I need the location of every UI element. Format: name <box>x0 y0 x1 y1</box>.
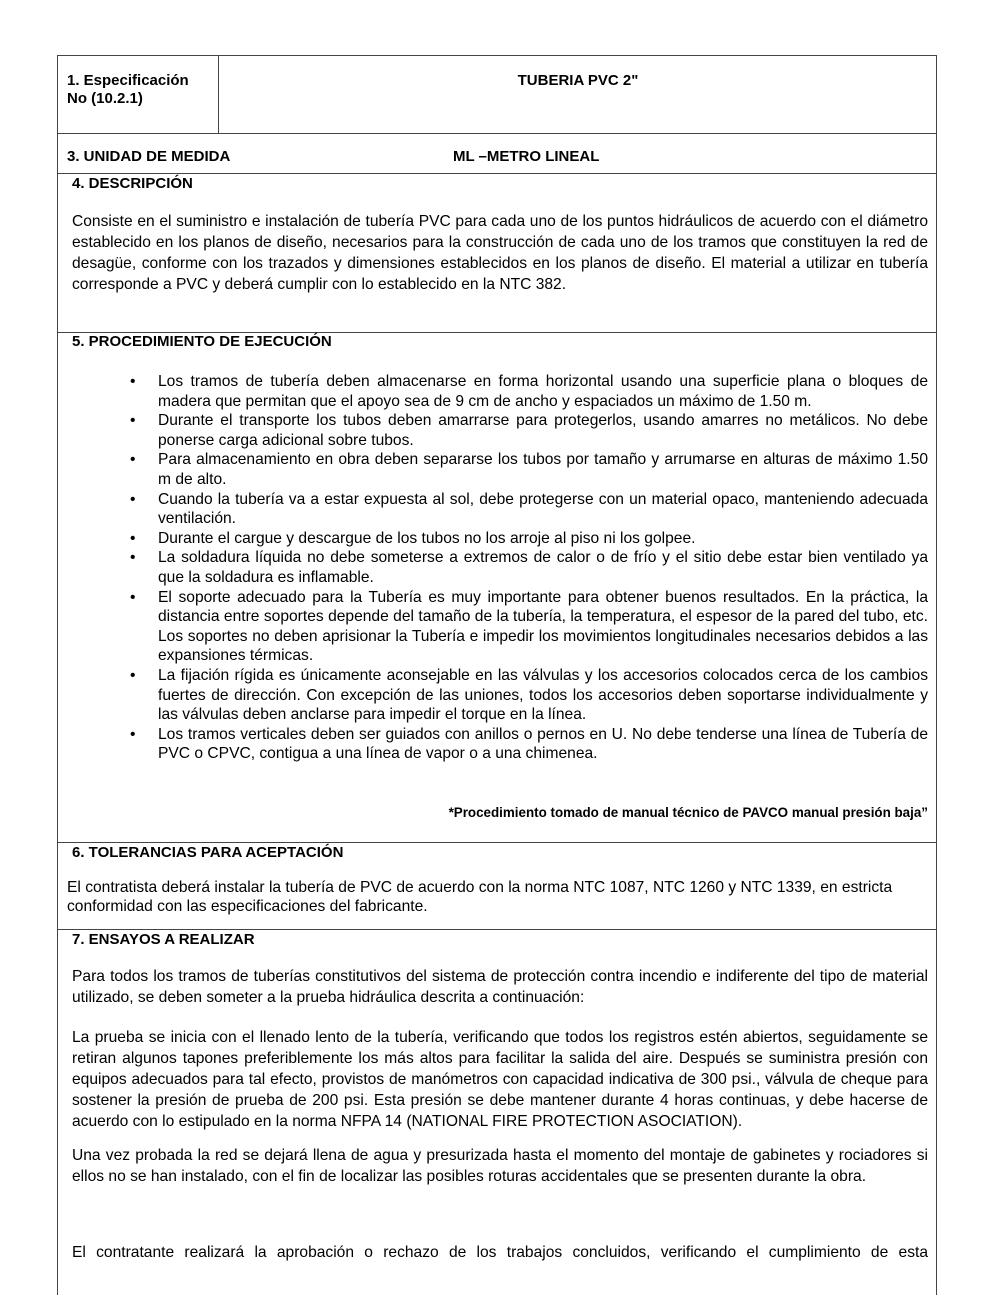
unit-value: ML –METRO LINEAL <box>453 148 600 165</box>
list-item <box>130 725 928 764</box>
bullet: • <box>130 588 136 606</box>
list-item-text: Para almacenamiento en obra deben separarse los tubos por tamaño y arrumarse en alturas de máximo 1.50 m de alto. <box>158 451 928 488</box>
list-item <box>130 529 928 549</box>
divider <box>58 133 936 134</box>
bullet: • <box>130 725 136 743</box>
page-title: TUBERIA PVC 2" <box>517 72 639 89</box>
description-heading: 4. DESCRIPCIÓN <box>72 175 193 192</box>
divider <box>58 929 936 930</box>
spec-label-cell <box>67 72 217 108</box>
list-item-text: La fijación rígida es únicamente aconsejable en las válvulas y los accesorios colocados cerca de los cambios fuertes de dirección. Con excepción de las uniones, todos los accesorios deben soportarse individualmente y las válvulas deben anclarse para impedir el torque en la línea. <box>158 666 928 724</box>
list-item-text: Cuando la tubería va a estar expuesta al sol, debe protegerse con un material opaco, manteniendo adecuada ventilación. <box>158 490 928 528</box>
bullet: • <box>130 666 136 684</box>
spec-label: 1. Especificación <box>67 72 189 89</box>
tests-heading: 7. ENSAYOS A REALIZAR <box>72 931 255 948</box>
list-item <box>130 548 928 587</box>
list-item <box>130 450 928 489</box>
bullet: • <box>130 529 136 547</box>
tests-paragraph: Una vez probada la red se dejará llena de agua y presurizada hasta el momento del montaje de gabinetes y rociadores si ellos no se han instalado, con el fin de localizar las posibles roturas accidentales que se presenten durante la obra. <box>72 1147 928 1185</box>
list-item-text: Los tramos de tubería deben almacenarse en forma horizontal usando una superficie plana o bloques de madera que permitan que el apoyo sea de 9 cm de ancho y espaciados un máximo de 1.50 m. <box>158 373 928 410</box>
divider <box>58 173 936 174</box>
unit-label: 3. UNIDAD DE MEDIDA <box>67 148 231 165</box>
bullet: • <box>130 490 136 508</box>
bullet: • <box>130 412 136 430</box>
list-item <box>130 411 928 450</box>
list-item <box>130 588 928 666</box>
bullet: • <box>130 451 136 469</box>
list-item-text: Durante el transporte los tubos deben amarrarse para protegerlos, usando amarres no metálicos. No debe ponerse carga adicional sobre tubos. <box>158 412 928 449</box>
tolerances-text: El contratista deberá instalar la tubería de PVC de acuerdo con la norma NTC 1087, NTC 1260 y NTC 1339, en estricta conformidad con las especificaciones del fabricante. <box>67 879 893 915</box>
spec-number: No (10.2.1) <box>67 90 143 107</box>
bullet: • <box>130 373 136 390</box>
list-item <box>130 490 928 529</box>
list-item <box>130 372 928 411</box>
tolerances-heading: 6. TOLERANCIAS PARA ACEPTACIÓN <box>72 844 344 861</box>
divider <box>58 842 936 843</box>
list-item-text: Durante el cargue y descargue de los tubos no los arroje al piso ni los golpee. <box>158 529 696 547</box>
tests-paragraph: La prueba se inicia con el llenado lento de la tubería, verificando que todos los registros estén abiertos, seguidamente se retiran algunos tapones preferiblemente los más altos para facilitar la salida del aire. Después se suministra presión con equipos adecuados para tal efecto, provistos de manómetros con capacidad indicativa de 300 psi., válvula de cheque para sostener la presión de prueba de 200 psi. Esta presión se debe mantener durante 4 horas continuas, y debe hacerse de acuerdo con lo estipulado en la norma NFPA 14 (NATIONAL FIRE PROTECTION ASOCIATION). <box>72 1029 928 1130</box>
list-item-text: Los tramos verticales deben ser guiados con anillos o pernos en U. No debe tenderse una línea de Tubería de PVC o CPVC, contigua a una línea de vapor o a una chimenea. <box>158 725 928 763</box>
tests-paragraph: Para todos los tramos de tuberías constitutivos del sistema de protección contra incendio e indiferente del tipo de material utilizado, se deben someter a la prueba hidráulica descrita a continuación: <box>72 968 928 1006</box>
list-item-text: La soldadura líquida no debe someterse a extremos de calor o de frío y el sitio debe estar bien ventilado ya que la soldadura es inflamable. <box>158 549 928 586</box>
procedure-list <box>130 372 928 764</box>
source-note: *Procedimiento tomado de manual técnico de PAVCO manual presión baja” <box>448 805 928 820</box>
tests-paragraph: El contratante realizará la aprobación o rechazo de los trabajos concluidos, verificando el cumplimiento de esta <box>72 1244 928 1261</box>
description-text: Consiste en el suministro e instalación de tubería PVC para cada uno de los puntos hidráulicos de acuerdo con el diámetro establecido en los planos de diseño, necesarios para la construcción de cada uno de los tramos que constituyen la red de desagüe, conforme con los trazados y dimensiones establecidos en los planos de diseño. El material a utilizar en tubería corresponde a PVC y deberá cumplir con lo establecido en la NTC 382. <box>72 213 928 293</box>
procedure-heading: 5. PROCEDIMIENTO DE EJECUCIÓN <box>72 333 332 350</box>
list-item-text: El soporte adecuado para la Tubería es muy importante para obtener buenos resultados. En la práctica, la distancia entre soportes depende del tamaño de la tubería, la temperatura, el espesor de la pared del tubo, etc. Los soportes no deben aprisionar la Tubería e impedir los movimientos longitudinales necesarios debidos a las expansiones térmicas. <box>158 588 928 665</box>
divider <box>218 56 219 133</box>
list-item <box>130 666 928 725</box>
bullet: • <box>130 549 136 567</box>
